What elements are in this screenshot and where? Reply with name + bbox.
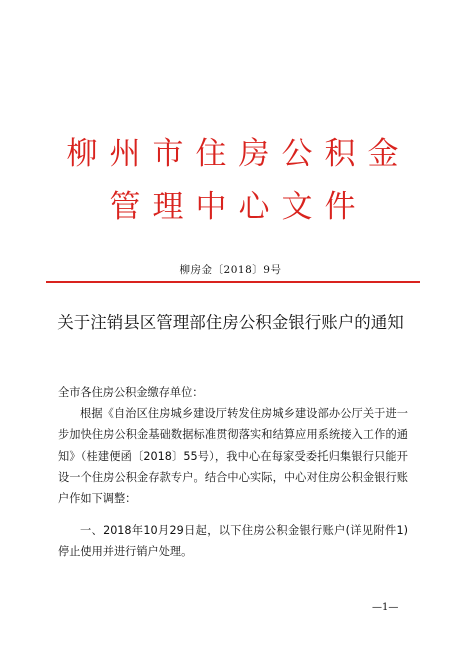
issuer-header-line1: 柳州市住房公积金 bbox=[66, 136, 411, 172]
red-divider bbox=[46, 281, 420, 283]
body-paragraph-1: 根据《自治区住房城乡建设厅转发住房城乡建设部办公厅关于进一步加快住房公积金基础数据标准贯彻落实和结算应用系统接入工作的通知》（桂建便函〔2018〕55号），我中心在每家受委托归集银行只能开设一个住房公积金存款专户。结合中心实际，中心对住房公积金银行账户作如下调整： bbox=[58, 407, 408, 506]
document-number: 柳房金〔2018〕9号 bbox=[179, 264, 282, 276]
page-number: —1— bbox=[372, 602, 399, 613]
issuer-header-line2: 管理中心文件 bbox=[109, 189, 368, 225]
addressee: 全市各住房公积金缴存单位： bbox=[58, 386, 204, 399]
body-paragraph-2: 一、2018年10月29日起，以下住房公积金银行账户(详见附件1)停止使用并进行销户处理。 bbox=[58, 524, 408, 559]
notice-title: 关于注销县区管理部住房公积金银行账户的通知 bbox=[57, 313, 404, 332]
